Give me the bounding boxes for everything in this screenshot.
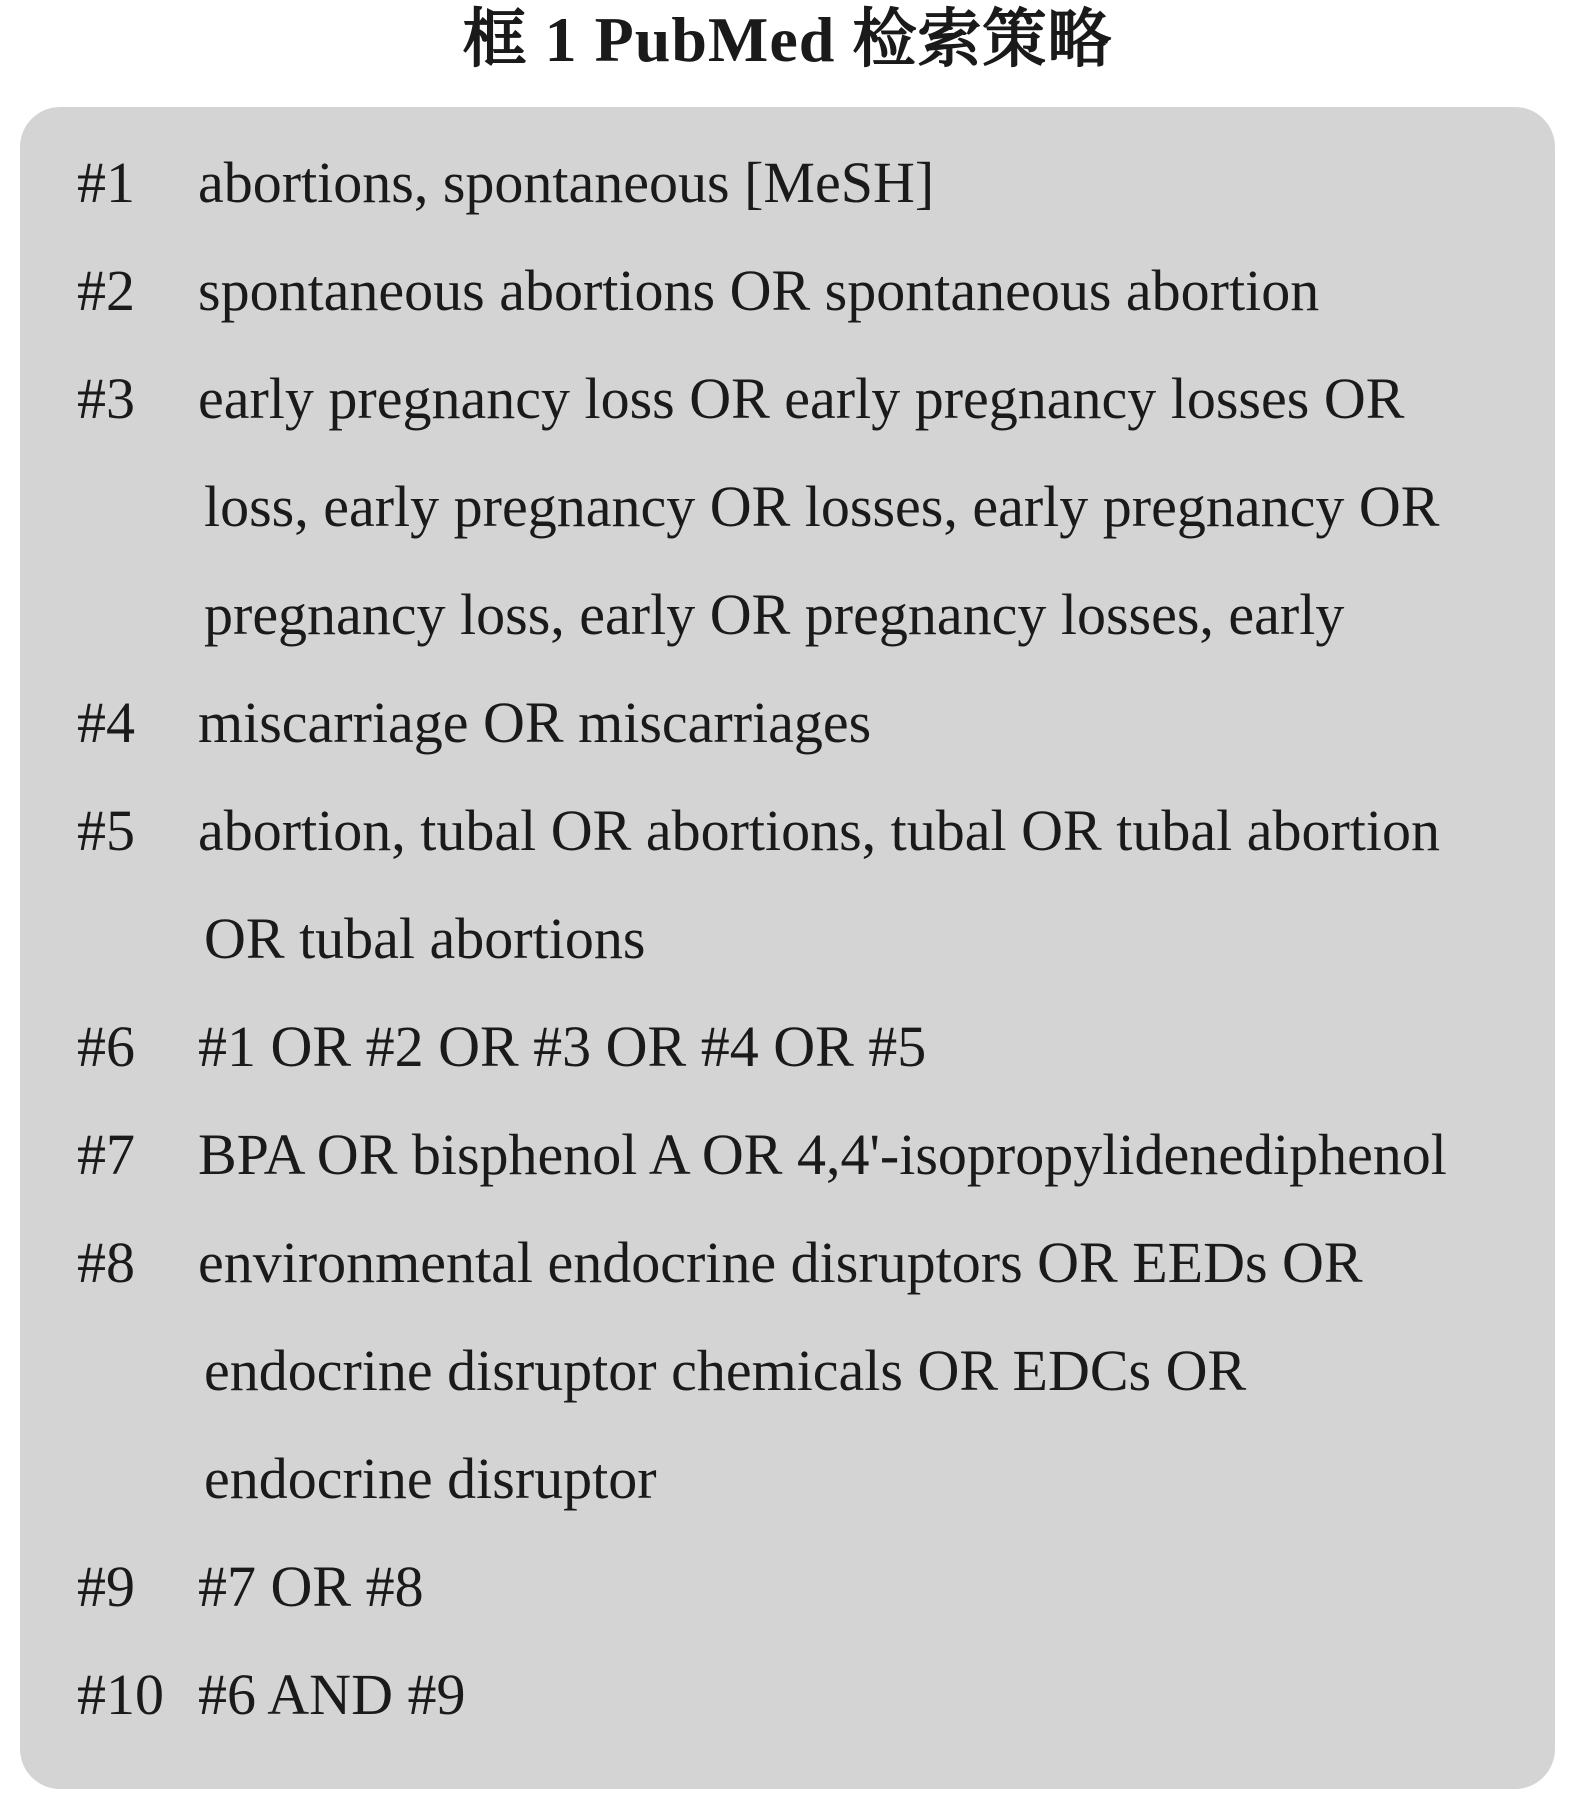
row-text: #7 OR #8 — [198, 1554, 424, 1619]
row-number: #5 — [77, 798, 135, 863]
row-text-continued: endocrine disruptor — [204, 1446, 657, 1511]
row-number: #3 — [77, 366, 135, 431]
row-text-continued: endocrine disruptor chemicals OR EDCs OR — [204, 1338, 1247, 1403]
row-text: #1 OR #2 OR #3 OR #4 OR #5 — [198, 1014, 927, 1079]
box-title: 框 1 PubMed 检索策略 — [462, 4, 1113, 75]
row-text: miscarriage OR miscarriages — [198, 690, 872, 755]
strategy-row-9 — [20, 1533, 1555, 1641]
row-text: abortions, spontaneous [MeSH] — [198, 150, 935, 215]
row-text: abortion, tubal OR abortions, tubal OR tubal abortion — [198, 798, 1440, 863]
search-strategy-panel — [20, 107, 1555, 1789]
strategy-row-5 — [20, 777, 1555, 993]
strategy-row-4 — [20, 669, 1555, 777]
strategy-row-6 — [20, 993, 1555, 1101]
strategy-row-10 — [20, 1641, 1555, 1749]
row-text: environmental endocrine disruptors OR EEDs OR — [198, 1230, 1363, 1295]
strategy-row-7 — [20, 1101, 1555, 1209]
row-text-continued: loss, early pregnancy OR losses, early pregnancy OR — [204, 474, 1440, 539]
row-number: #2 — [77, 258, 135, 323]
strategy-row-1 — [20, 129, 1555, 237]
row-number: #7 — [77, 1122, 135, 1187]
row-text: spontaneous abortions OR spontaneous abortion — [198, 258, 1320, 323]
row-number: #10 — [77, 1662, 164, 1727]
row-text-continued: OR tubal abortions — [204, 906, 646, 971]
row-text: #6 AND #9 — [198, 1662, 466, 1727]
strategy-row-2 — [20, 237, 1555, 345]
row-number: #1 — [77, 150, 135, 215]
row-number: #9 — [77, 1554, 135, 1619]
row-number: #4 — [77, 690, 135, 755]
row-text-continued: pregnancy loss, early OR pregnancy losses, early — [204, 582, 1345, 647]
row-number: #8 — [77, 1230, 135, 1295]
row-text: BPA OR bisphenol A OR 4,4'-isopropylidenediphenol — [198, 1122, 1447, 1187]
row-text: early pregnancy loss OR early pregnancy losses OR — [198, 366, 1405, 431]
strategy-row-8 — [20, 1209, 1555, 1533]
strategy-row-3 — [20, 345, 1555, 669]
row-number: #6 — [77, 1014, 135, 1079]
